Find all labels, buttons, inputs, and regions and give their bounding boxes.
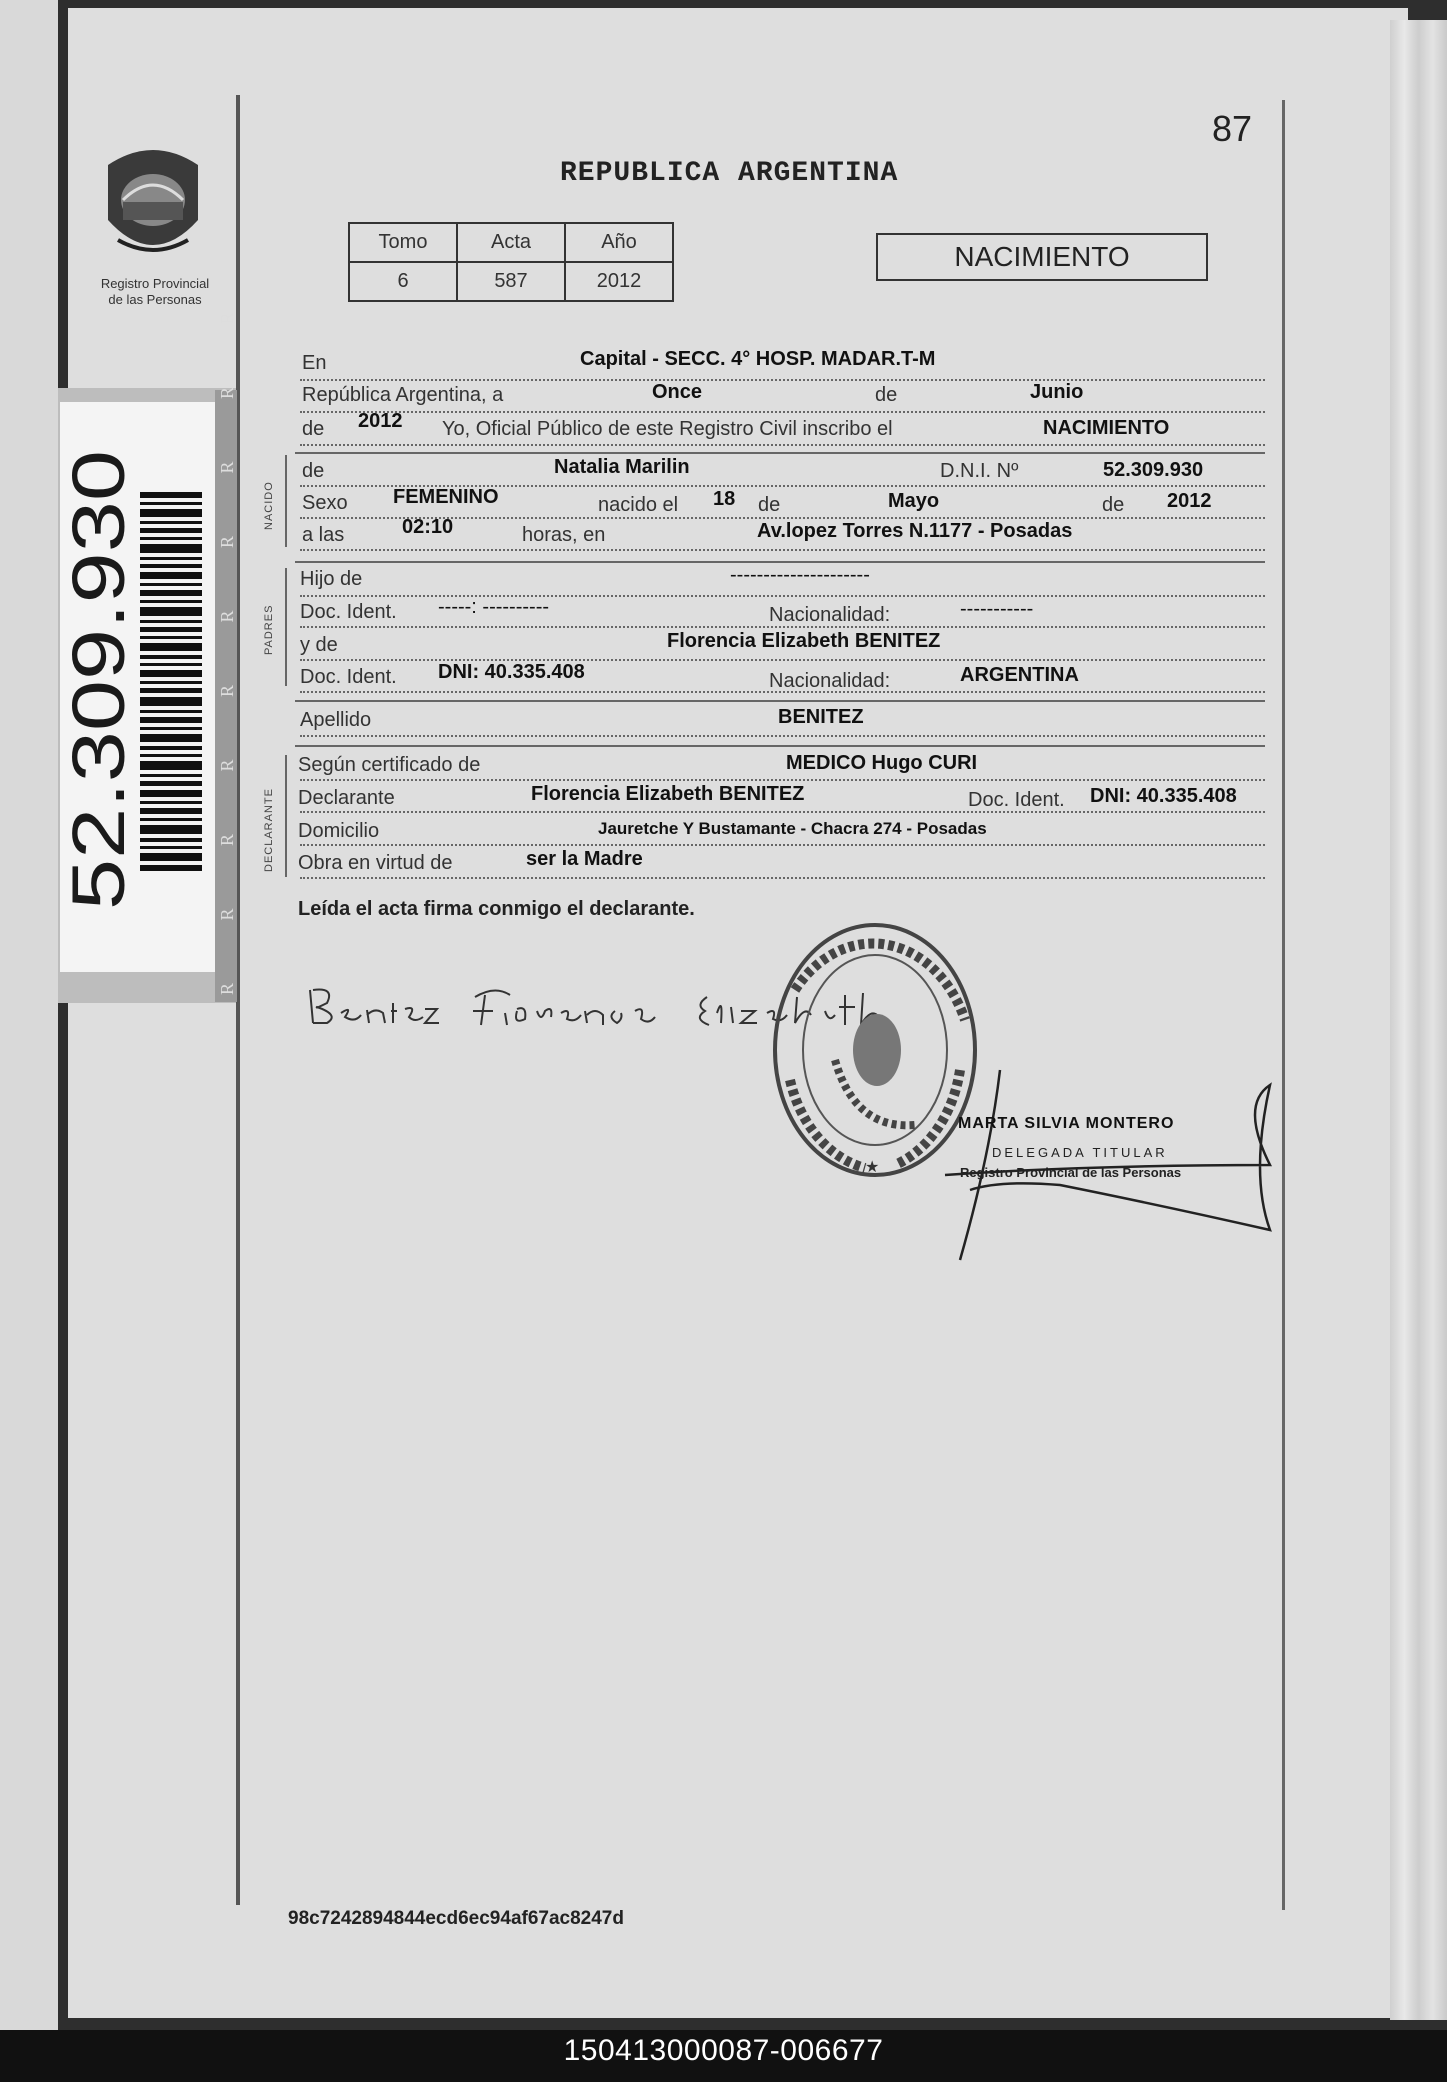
row-line [300, 810, 1265, 813]
domicilio-value: Jauretche Y Bustamante - Chacra 274 - Posadas [598, 819, 987, 838]
obra-label: Obra en virtud de [298, 852, 453, 874]
provincial-crest-icon [98, 140, 208, 270]
nac1-value: ----------- [960, 598, 1034, 620]
dni-value: 52.309.930 [1103, 459, 1204, 481]
obra-value: ser la Madre [526, 848, 643, 870]
certificado-label: Según certificado de [298, 754, 481, 776]
doc2-value: DNI: 40.335.408 [438, 661, 585, 683]
nacido-section-bar [285, 455, 287, 547]
sexo-value: FEMENINO [393, 486, 499, 508]
registry-caption-line2: de las Personas [108, 292, 202, 307]
official-name: MARTA SILVIA MONTERO [958, 1115, 1175, 1132]
horas-label: horas, en [522, 524, 606, 546]
nacido-label: nacido el [598, 494, 679, 516]
nac1-label: Nacionalidad: [769, 604, 891, 626]
row-line [300, 443, 1265, 446]
official-title: DELEGADA TITULAR [992, 1145, 1168, 1160]
sexo-label: Sexo [302, 492, 348, 514]
birth-year: 2012 [1167, 490, 1212, 512]
section-rule [295, 745, 1265, 747]
registry-caption-line1: Registro Provincial [100, 276, 210, 291]
yde-label: y de [300, 634, 338, 656]
birth-day: 18 [713, 488, 736, 510]
nac2-label: Nacionalidad: [769, 670, 891, 692]
year-value: 2012 [358, 410, 403, 432]
place-value: Av.lopez Torres N.1177 - Posadas [757, 520, 1073, 542]
closing-statement: Leída el acta firma conmigo el declarante. [298, 898, 695, 920]
document-title: REPUBLICA ARGENTINA [560, 158, 899, 189]
row-line [300, 548, 1265, 551]
scan-id: 150413000087-006677 [563, 2034, 884, 2067]
republica-label: República Argentina, a [302, 384, 504, 406]
section-rule [295, 452, 1265, 454]
a-las-label: a las [302, 524, 345, 546]
nac2-value: ARGENTINA [960, 664, 1079, 686]
acta-header: Acta [457, 223, 565, 262]
de4-label: de [758, 494, 781, 516]
declarante-value: Florencia Elizabeth BENITEZ [531, 783, 805, 805]
day-value: Once [652, 381, 703, 403]
row-line [300, 410, 1265, 413]
registration-value-row [349, 262, 673, 301]
doc3-value: DNI: 40.335.408 [1090, 785, 1237, 807]
section-rule [295, 700, 1265, 702]
doc1-value: -----: ---------- [438, 596, 550, 618]
label-r-letters: R R R R R R R R R R [217, 283, 237, 995]
domicilio-label: Domicilio [298, 820, 380, 842]
declarante-section-label: DECLARANTE [263, 788, 275, 872]
page-stack-edge [1390, 20, 1447, 2020]
tomo-value: 6 [349, 262, 457, 301]
declarante-section-bar [285, 755, 287, 877]
apellido-label: Apellido [300, 709, 372, 731]
doc3-label: Doc. Ident. [968, 789, 1065, 811]
dni-vertical-text: 52.309.930 [57, 539, 140, 910]
svg-text:★: ★ [865, 1159, 880, 1176]
row-line [300, 778, 1265, 781]
barcode [140, 492, 202, 872]
tomo-header: Tomo [349, 223, 457, 262]
hijo-label: Hijo de [300, 568, 363, 590]
right-margin-rule [1282, 100, 1285, 1910]
de5-label: de [1102, 494, 1125, 516]
registration-table [348, 222, 674, 302]
padres-section-label: PADRES [263, 604, 275, 655]
left-page-edge [0, 0, 58, 2030]
birth-month: Mayo [888, 490, 940, 512]
name-value: Natalia Marilin [554, 456, 690, 478]
nacido-section-label: NACIDO [263, 481, 275, 530]
mother-value: Florencia Elizabeth BENITEZ [667, 630, 941, 652]
de-label: de [875, 384, 898, 406]
act-type-box: NACIMIENTO [876, 233, 1208, 281]
de3-label: de [302, 460, 325, 482]
row-line [300, 843, 1265, 846]
time-value: 02:10 [402, 516, 454, 538]
certificado-value: MEDICO Hugo CURI [786, 752, 978, 774]
document-hash: 98c7242894844ecd6ec94af67ac8247d [288, 1908, 624, 1929]
en-label: En [302, 352, 327, 374]
page-number: 87 [1212, 108, 1253, 149]
row-line [300, 876, 1265, 879]
de2-label: de [302, 418, 325, 440]
dni-vertical-label [57, 440, 140, 920]
hijo-value: --------------------- [730, 564, 870, 586]
doc2-label: Doc. Ident. [300, 666, 397, 688]
acta-value: 587 [457, 262, 565, 301]
apellido-value: BENITEZ [778, 706, 864, 728]
section-rule [295, 561, 1265, 563]
en-value: Capital - SECC. 4° HOSP. MADAR.T-M [580, 348, 936, 370]
official-signature-block [940, 1065, 1280, 1265]
anio-value: 2012 [565, 262, 673, 301]
row-line [300, 378, 1265, 381]
month-value: Junio [1030, 381, 1084, 403]
dni-label: D.N.I. Nº [940, 460, 1019, 482]
official-org: Registro Provincial de las Personas [960, 1165, 1182, 1180]
doc1-label: Doc. Ident. [300, 601, 397, 623]
registration-header-row [349, 223, 673, 262]
anio-header: Año [565, 223, 673, 262]
padres-section-bar [285, 568, 287, 686]
label-r-strip [215, 283, 237, 1002]
inscribe-value: NACIMIENTO [1043, 417, 1170, 439]
row-line [300, 734, 1265, 737]
declarante-label: Declarante [298, 787, 395, 809]
oficial-label: Yo, Oficial Público de este Registro Civil inscribo el [442, 418, 893, 440]
